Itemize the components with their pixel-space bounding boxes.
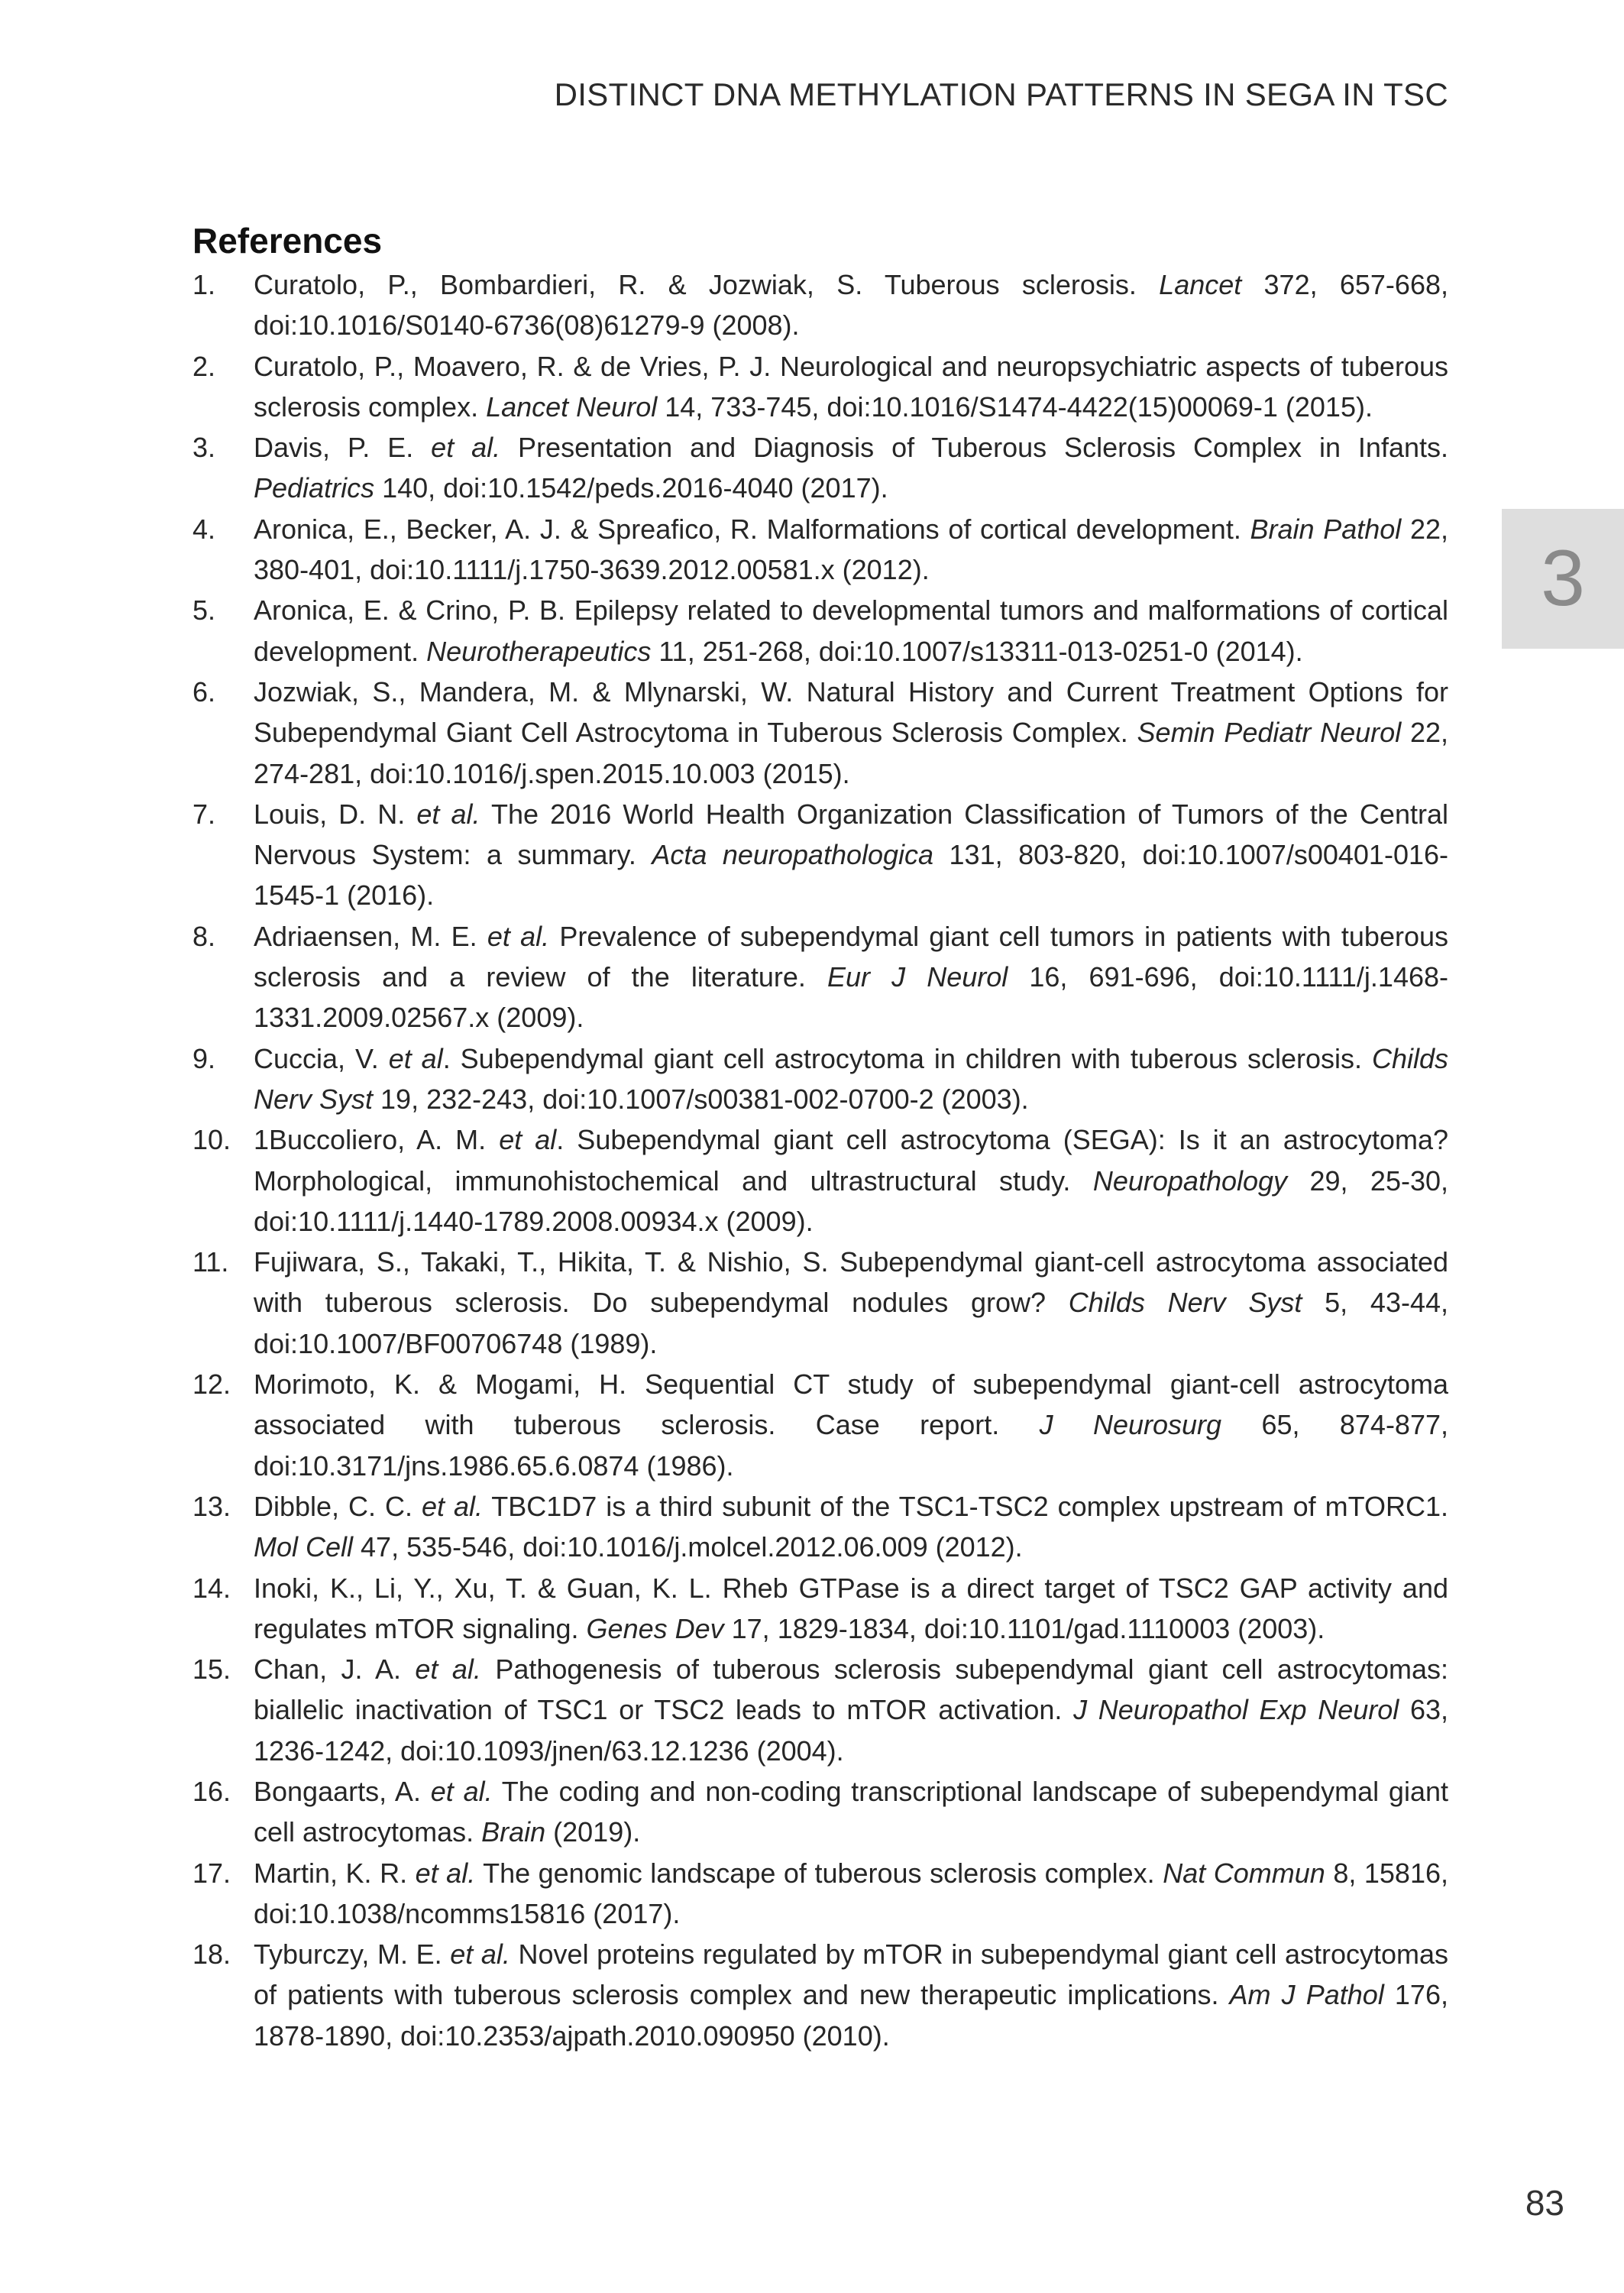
reference-text-segment: TBC1D7 is a third subunit of the TSC1-TSC2 complex upstream of mTORC1.: [482, 1490, 1448, 1522]
reference-text-segment: 372, 657-668, doi:10.1016/S0140-6736(08)61279-9 (2008).: [254, 269, 1448, 342]
reference-text-segment: Aronica, E. & Crino, P. B. Epilepsy related to developmental tumors and malformations of cortical development.: [254, 594, 1448, 667]
reference-text: [254, 794, 1448, 916]
reference-item: [192, 1364, 1448, 1486]
reference-text: [254, 672, 1448, 794]
reference-text-segment: Fujiwara, S., Takaki, T., Hikita, T. & Nishio, S. Subependymal giant-cell astrocytoma associated with tuberous sclerosis. Do subependymal nodules grow?: [254, 1246, 1448, 1319]
reference-text-segment: 8, 15816, doi:10.1038/ncomms15816 (2017).: [254, 1857, 1449, 1929]
reference-italic-text: Eur J Neurol: [827, 961, 1008, 993]
reference-number: 4.: [192, 513, 216, 545]
reference-number: 18.: [192, 1938, 231, 1971]
reference-italic-text: et al.: [421, 1490, 483, 1522]
reference-text-segment: 22, 380-401, doi:10.1111/j.1750-3639.2012.00581.x (2012).: [254, 513, 1448, 586]
chapter-tab: [1502, 509, 1624, 649]
reference-text-segment: . Subependymal giant cell astrocytoma in children with tuberous sclerosis.: [442, 1042, 1372, 1074]
reference-text-segment: Adriaensen, M. E.: [254, 920, 487, 952]
reference-number: 10.: [192, 1124, 231, 1156]
reference-number: 8.: [192, 920, 216, 952]
reference-item: [192, 346, 1448, 428]
reference-text: [254, 1486, 1448, 1568]
reference-item: [192, 1649, 1448, 1771]
reference-text-segment: . Subependymal giant cell astrocytoma (SEGA): Is it an astrocytoma? Morphological, immunohistochemical and ultrastructural study.: [254, 1124, 1448, 1197]
reference-italic-text: et al: [499, 1124, 557, 1156]
reference-italic-text: Childs Nerv Syst: [1068, 1287, 1302, 1319]
reference-item: [192, 264, 1448, 346]
reference-text-segment: Cuccia, V.: [254, 1042, 389, 1074]
reference-text: [254, 1934, 1448, 2056]
reference-text-segment: Aronica, E., Becker, A. J. & Spreafico, R. Malformations of cortical development.: [254, 513, 1250, 545]
reference-text-segment: 1Buccoliero, A. M.: [254, 1124, 500, 1156]
reference-number: 12.: [192, 1368, 231, 1401]
reference-item: [192, 672, 1448, 794]
reference-text: [254, 1119, 1448, 1242]
reference-item: [192, 794, 1448, 916]
reference-italic-text: et al.: [430, 1775, 493, 1807]
reference-item: [192, 1853, 1448, 1935]
reference-italic-text: Acta neuropathologica: [652, 839, 934, 871]
reference-number: 17.: [192, 1857, 231, 1889]
reference-text-segment: Tyburczy, M. E.: [254, 1938, 451, 1971]
reference-italic-text: Pediatrics: [254, 472, 375, 504]
reference-text-segment: 47, 535-546, doi:10.1016/j.molcel.2012.06.009 (2012).: [353, 1531, 1023, 1563]
reference-text-segment: Morimoto, K. & Mogami, H. Sequential CT study of subependymal giant-cell astrocytoma associated with tuberous sclerosis. Case report.: [254, 1368, 1448, 1441]
reference-text-segment: 63, 1236-1242, doi:10.1093/jnen/63.12.1236 (2004).: [254, 1694, 1449, 1767]
reference-text: [254, 1568, 1448, 1650]
reference-italic-text: Lancet: [1159, 269, 1242, 300]
reference-number: 15.: [192, 1653, 231, 1686]
reference-text: [254, 1853, 1448, 1935]
running-header-title: DISTINCT DNA METHYLATION PATTERNS IN SEGA IN TSC: [554, 76, 1448, 112]
reference-item: [192, 590, 1448, 672]
reference-number: 1.: [192, 269, 216, 300]
reference-text-segment: (2019).: [545, 1816, 641, 1848]
reference-item: [192, 1242, 1448, 1364]
page-number: 83: [1525, 2183, 1564, 2223]
reference-number: 16.: [192, 1775, 231, 1807]
reference-text-segment: 19, 232-243, doi:10.1007/s00381-002-0700-2 (2003).: [373, 1083, 1029, 1115]
reference-italic-text: et al.: [487, 920, 550, 952]
reference-italic-text: Brain Pathol: [1250, 513, 1402, 545]
reference-italic-text: et al.: [416, 798, 480, 830]
reference-italic-text: et al.: [431, 432, 501, 464]
reference-number: 14.: [192, 1572, 231, 1604]
reference-text: [254, 509, 1448, 591]
reference-item: [192, 1119, 1448, 1242]
reference-italic-text: Am J Pathol: [1229, 1979, 1384, 2011]
reference-text: [254, 427, 1448, 509]
reference-text-segment: 131, 803-820, doi:10.1007/s00401-016-1545-1 (2016).: [254, 839, 1448, 912]
reference-text: [254, 1242, 1448, 1364]
reference-italic-text: Mol Cell: [254, 1531, 354, 1563]
reference-text-segment: The coding and non-coding transcriptional landscape of subependymal giant cell astrocytomas.: [254, 1775, 1448, 1848]
reference-text: [254, 1364, 1448, 1486]
reference-item: [192, 1771, 1448, 1853]
reference-italic-text: J Neurosurg: [1039, 1409, 1222, 1441]
reference-text-segment: Curatolo, P., Moavero, R. & de Vries, P. J. Neurological and neuropsychiatric aspects of tuberous sclerosis complex.: [254, 350, 1448, 423]
reference-italic-text: J Neuropathol Exp Neurol: [1073, 1694, 1399, 1726]
reference-number: 13.: [192, 1490, 231, 1522]
reference-text-segment: Chan, J. A.: [254, 1653, 416, 1686]
reference-item: [192, 916, 1448, 1038]
reference-text-segment: The 2016 World Health Organization Classification of Tumors of the Central Nervous System: a summary.: [254, 798, 1448, 871]
reference-number: 9.: [192, 1042, 216, 1074]
references-heading: References: [192, 221, 383, 261]
reference-text: [254, 264, 1448, 346]
reference-text: [254, 916, 1448, 1038]
reference-item: [192, 1934, 1448, 2056]
reference-text-segment: Inoki, K., Li, Y., Xu, T. & Guan, K. L. Rheb GTPase is a direct target of TSC2 GAP activity and regulates mTOR signaling.: [254, 1572, 1448, 1644]
reference-text-segment: Bongaarts, A.: [254, 1775, 431, 1807]
reference-text: [254, 346, 1448, 428]
reference-text-segment: 29, 25-30, doi:10.1111/j.1440-1789.2008.00934.x (2009).: [254, 1164, 1449, 1237]
reference-item: [192, 1486, 1448, 1568]
reference-text-segment: 22, 274-281, doi:10.1016/j.spen.2015.10.003 (2015).: [254, 717, 1448, 789]
reference-text: [254, 1649, 1448, 1771]
reference-item: [192, 1568, 1448, 1650]
reference-italic-text: Genes Dev: [586, 1612, 724, 1644]
reference-item: [192, 1038, 1448, 1120]
reference-italic-text: et al.: [450, 1938, 510, 1971]
reference-italic-text: Nat Commun: [1163, 1857, 1325, 1889]
reference-text-segment: Davis, P. E.: [254, 432, 432, 464]
reference-text-segment: 140, doi:10.1542/peds.2016-4040 (2017).: [374, 472, 888, 504]
reference-italic-text: et al: [388, 1042, 443, 1074]
reference-item: [192, 509, 1448, 591]
reference-italic-text: Semin Pediatr Neurol: [1137, 717, 1402, 749]
reference-text-segment: Curatolo, P., Bombardieri, R. & Jozwiak, S. Tuberous sclerosis.: [254, 269, 1160, 300]
reference-italic-text: et al.: [415, 1653, 481, 1686]
reference-text-segment: Pathogenesis of tuberous sclerosis subependymal giant cell astrocytomas: biallelic inactivation of TSC1 or TSC2 leads to mTOR activation.: [254, 1653, 1448, 1726]
reference-text-segment: 176, 1878-1890, doi:10.2353/ajpath.2010.090950 (2010).: [254, 1979, 1448, 2052]
reference-text-segment: 14, 733-745, doi:10.1016/S1474-4422(15)00069-1 (2015).: [657, 390, 1373, 423]
reference-number: 3.: [192, 432, 216, 464]
reference-number: 6.: [192, 675, 216, 708]
reference-text-segment: Louis, D. N.: [254, 798, 417, 830]
reference-text-segment: Prevalence of subependymal giant cell tumors in patients with tuberous sclerosis and a review of the literature.: [254, 920, 1449, 993]
reference-text-segment: Jozwiak, S., Mandera, M. & Mlynarski, W. Natural History and Current Treatment Options for Subependymal Giant Cell Astrocytoma in Tuberous Sclerosis Complex.: [254, 675, 1448, 749]
reference-number: 11.: [192, 1246, 229, 1278]
reference-text-segment: 16, 691-696, doi:10.1111/j.1468-1331.2009.02567.x (2009).: [254, 961, 1448, 1034]
reference-text-segment: 5, 43-44, doi:10.1007/BF00706748 (1989).: [254, 1287, 1448, 1359]
reference-italic-text: Brain: [481, 1816, 546, 1848]
reference-text-segment: The genomic landscape of tuberous sclerosis complex.: [475, 1857, 1163, 1889]
reference-text: [254, 590, 1448, 672]
reference-item: [192, 427, 1448, 509]
reference-text-segment: Presentation and Diagnosis of Tuberous Sclerosis Complex in Infants.: [500, 432, 1448, 464]
reference-text-segment: Martin, K. R.: [254, 1857, 416, 1889]
reference-italic-text: Neurotherapeutics: [426, 635, 652, 667]
reference-italic-text: Childs Nerv Syst: [254, 1042, 1448, 1115]
reference-number: 2.: [192, 350, 216, 382]
reference-text-segment: 65, 874-877, doi:10.3171/jns.1986.65.6.0874 (1986).: [254, 1409, 1448, 1482]
chapter-number: 3: [1541, 534, 1585, 623]
reference-text-segment: 11, 251-268, doi:10.1007/s13311-013-0251-0 (2014).: [651, 635, 1303, 667]
reference-italic-text: et al.: [415, 1857, 476, 1889]
reference-italic-text: Lancet Neurol: [486, 390, 658, 423]
reference-number: 7.: [192, 798, 216, 830]
reference-number: 5.: [192, 594, 216, 627]
reference-text-segment: 17, 1829-1834, doi:10.1101/gad.1110003 (2003).: [723, 1612, 1325, 1644]
reference-italic-text: Neuropathology: [1092, 1164, 1288, 1197]
reference-text-segment: Dibble, C. C.: [254, 1490, 422, 1522]
reference-text: [254, 1771, 1448, 1853]
reference-text: [254, 1038, 1448, 1120]
reference-list: [192, 264, 1448, 2056]
reference-text-segment: Novel proteins regulated by mTOR in subependymal giant cell astrocytomas of patients with tuberous sclerosis complex and new therapeutic implications.: [254, 1938, 1449, 2011]
